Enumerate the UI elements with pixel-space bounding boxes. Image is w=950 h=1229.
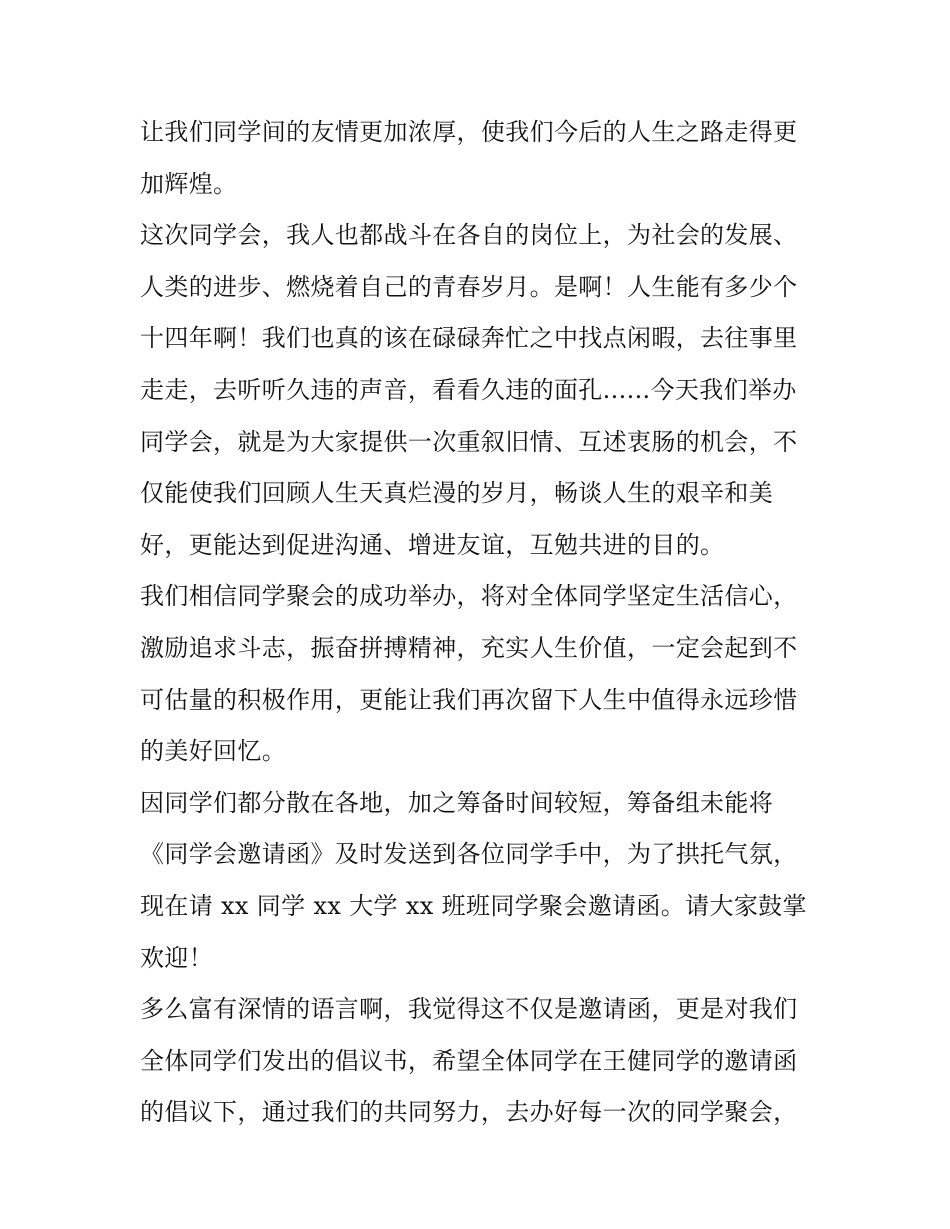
text-line: 现在请 xx 同学 xx 大学 xx 班班同学聚会邀请函。请大家鼓掌 xyxy=(140,891,807,920)
text-line: 我们相信同学聚会的成功举办，将对全体同学坚定生活信心， xyxy=(140,582,798,611)
text-line: 仅能使我们回顾人生天真烂漫的岁月，畅谈人生的艰辛和美 xyxy=(140,479,774,508)
text-line: 多么富有深情的语言啊，我觉得这不仅是邀请函，更是对我们 xyxy=(140,995,798,1024)
text-line: 同学会，就是为大家提供一次重叙旧情、互述衷肠的机会，不 xyxy=(140,427,798,456)
text-line: 十四年啊！我们也真的该在碌碌奔忙之中找点闲暇，去往事里 xyxy=(140,324,798,353)
text-line: 这次同学会，我人也都战斗在各自的岗位上，为社会的发展、 xyxy=(140,221,798,250)
text-line: 《同学会邀请函》及时发送到各位同学手中，为了拱托气氛， xyxy=(140,840,798,869)
text-line: 好，更能达到促进沟通、增进友谊，互勉共进的目的。 xyxy=(140,530,725,559)
text-line: 激励追求斗志，振奋拼搏精神，充实人生价值，一定会起到不 xyxy=(140,633,798,662)
text-line: 因同学们都分散在各地，加之筹备时间较短，筹备组未能将 xyxy=(140,788,774,817)
text-line: 全体同学们发出的倡议书，希望全体同学在王健同学的邀请函 xyxy=(140,1046,798,1075)
text-line: 的美好回忆。 xyxy=(140,737,287,766)
text-line: 加辉煌。 xyxy=(140,169,238,198)
text-line: 欢迎！ xyxy=(140,943,214,972)
text-line: 走走，去听听久违的声音，看看久违的面孔......今天我们举办 xyxy=(140,375,797,404)
text-line: 的倡议下，通过我们的共同努力，去办好每一次的同学聚会， xyxy=(140,1098,798,1127)
document-body xyxy=(140,107,830,1139)
text-line: 可估量的积极作用，更能让我们再次留下人生中值得永远珍惜 xyxy=(140,685,798,714)
text-line: 让我们同学间的友情更加浓厚，使我们今后的人生之路走得更 xyxy=(140,118,798,146)
text-line: 人类的进步、燃烧着自己的青春岁月。是啊！人生能有多少个 xyxy=(140,272,798,301)
